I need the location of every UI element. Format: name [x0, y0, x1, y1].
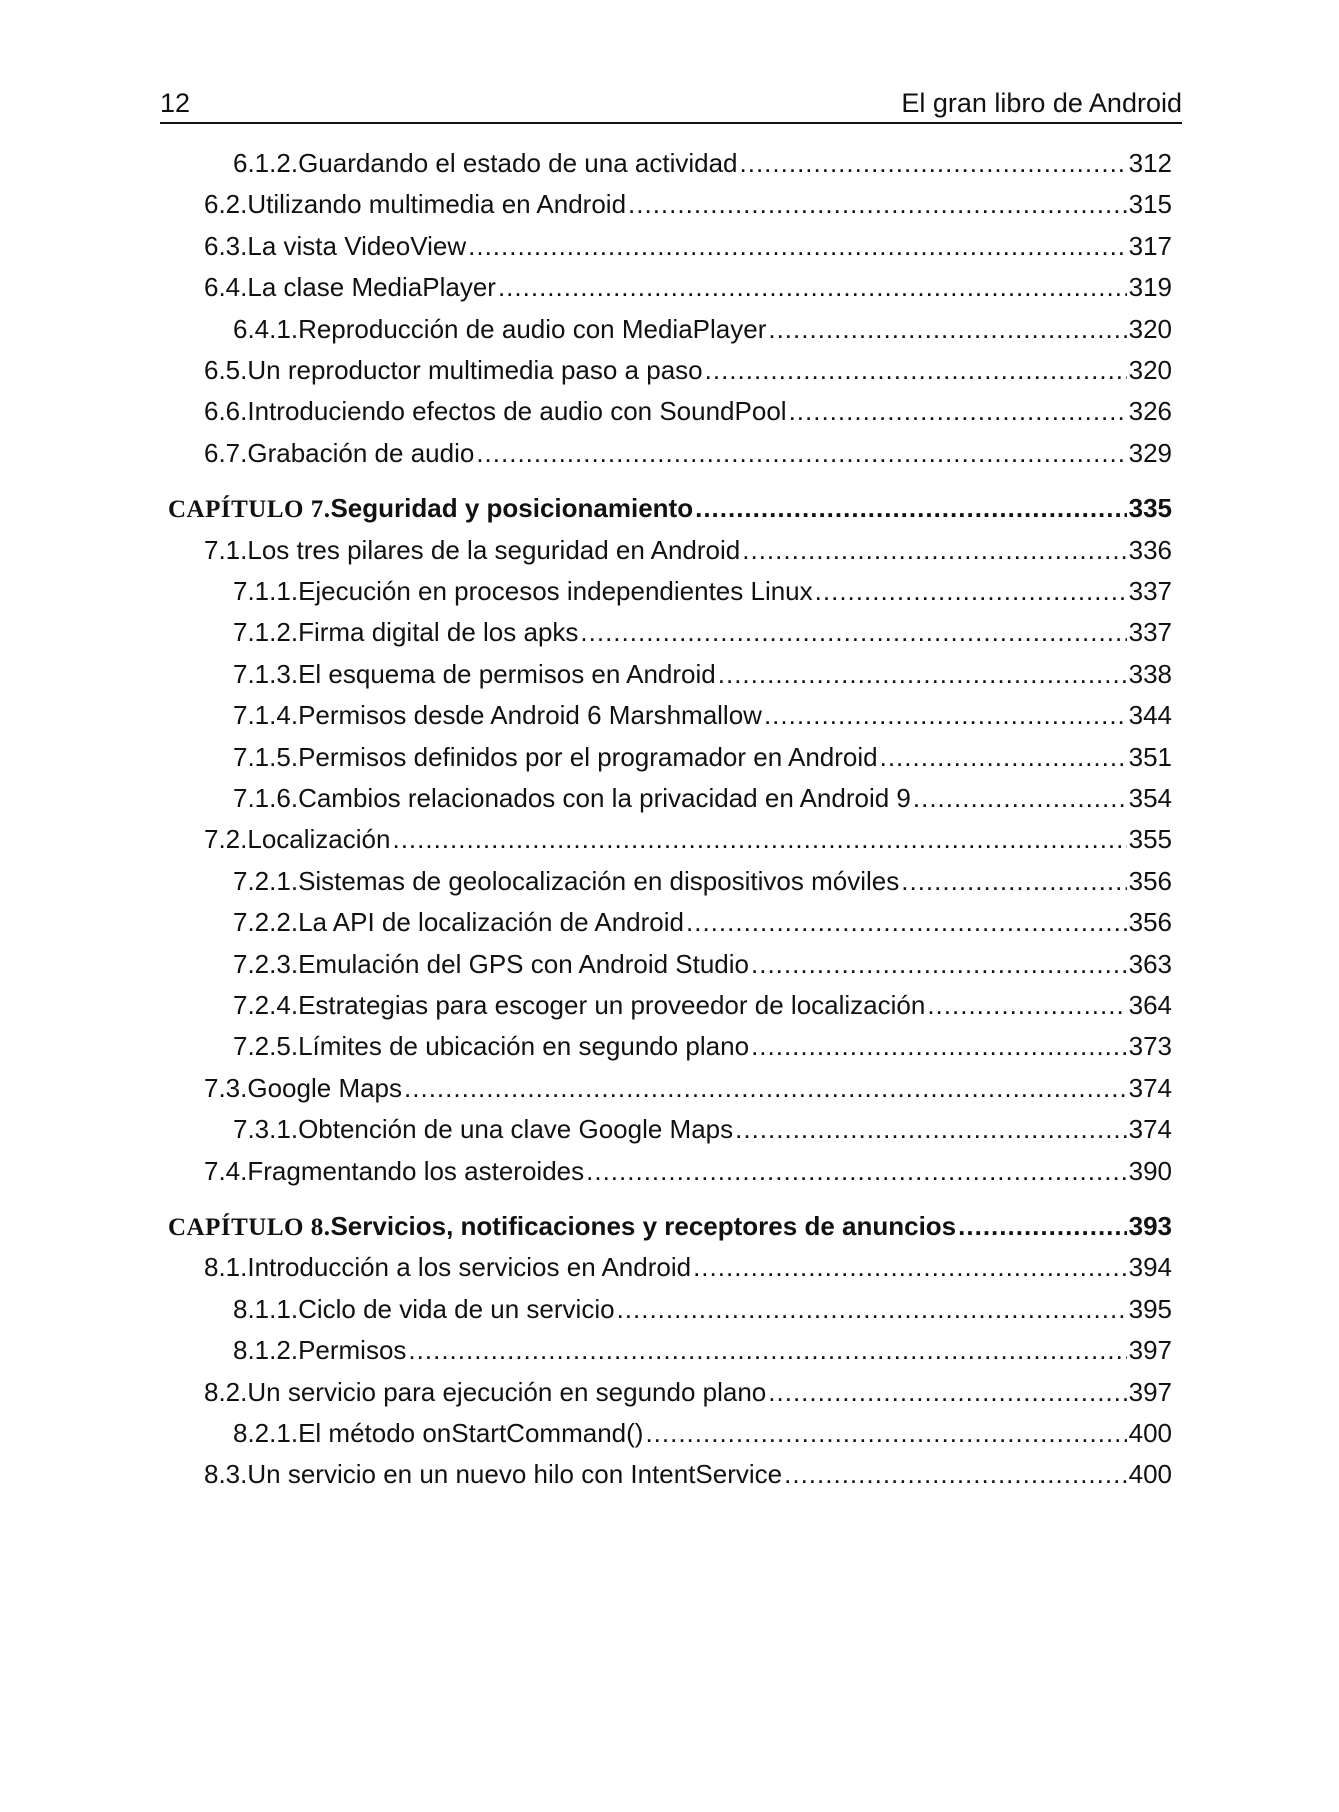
toc-entry [233, 947, 1172, 981]
entry-page: 364 [1128, 990, 1172, 1020]
entry-title: La vista VideoView [247, 230, 467, 261]
entry-title: Localización [247, 824, 391, 855]
dot-leader [705, 353, 1127, 387]
dot-leader [768, 312, 1126, 346]
entry-page: 320 [1128, 355, 1172, 385]
entry-page: 400 [1128, 1459, 1172, 1490]
dot-leader [768, 1375, 1126, 1409]
entry-title: Los tres pilares de la seguridad en Android [247, 534, 741, 565]
dot-leader [686, 905, 1127, 939]
toc-entry [233, 905, 1172, 939]
entry-page: 326 [1128, 396, 1172, 427]
page-number: 12 [160, 88, 191, 118]
toc-entry [204, 436, 1172, 470]
entry-number: 6.1.2. [233, 148, 299, 178]
dot-leader [901, 864, 1126, 898]
entry-title: El método onStartCommand() [298, 1418, 644, 1448]
entry-title: Un servicio para ejecución en segundo plano [247, 1376, 767, 1407]
dot-leader [751, 1029, 1127, 1063]
toc-entry [204, 1250, 1172, 1284]
page-header [160, 86, 1182, 120]
entry-title: Servicios, notificaciones y receptores de anuncios [330, 1211, 957, 1241]
entry-number: 7.1.5. [233, 741, 299, 772]
entry-page: 335 [1128, 493, 1172, 524]
entry-page: 373 [1128, 1031, 1172, 1062]
entry-number: 8.2. [204, 1376, 248, 1407]
toc-entry [204, 394, 1172, 428]
toc-entry [233, 1333, 1172, 1367]
entry-page: 393 [1128, 1211, 1172, 1241]
dot-leader [927, 988, 1126, 1022]
entry-number: 7.3. [204, 1072, 248, 1103]
entry-page: 374 [1128, 1072, 1172, 1103]
entry-number: 6.3. [204, 230, 248, 261]
entry-page: 397 [1128, 1376, 1172, 1407]
entry-number: 8.1. [204, 1252, 248, 1283]
dot-leader [880, 740, 1127, 774]
toc-entry [233, 864, 1172, 898]
entry-title: Fragmentando los asteroides [247, 1155, 585, 1186]
entry-number: 7.2.1. [233, 865, 299, 896]
entry-title: Un servicio en un nuevo hilo con IntentService [247, 1459, 783, 1490]
entry-number: 8.1.2. [233, 1335, 299, 1366]
toc-entry [204, 1071, 1172, 1105]
entry-title: Permisos desde Android 6 Marshmallow [298, 700, 762, 731]
entry-title: Permisos definidos por el programador en Android [298, 741, 878, 772]
dot-leader [742, 533, 1126, 567]
entry-page: 319 [1128, 272, 1172, 303]
toc-entry [233, 615, 1172, 649]
entry-page: 317 [1128, 230, 1172, 261]
header-divider [160, 122, 1182, 124]
entry-number: 7.1.1. [233, 576, 299, 606]
entry-number: 7.1.3. [233, 658, 299, 689]
entry-number: 7.2.2. [233, 907, 299, 938]
dot-leader [740, 146, 1127, 180]
toc-entry [233, 1292, 1172, 1326]
toc-entry [204, 1375, 1172, 1409]
entry-title: Google Maps [247, 1072, 403, 1103]
toc-entry [204, 187, 1172, 221]
dot-leader [580, 615, 1126, 649]
dot-leader [498, 270, 1127, 304]
entry-number: CAPÍTULO 7. [168, 496, 331, 524]
toc-entry [233, 657, 1172, 691]
entry-number: 7.1.4. [233, 700, 299, 731]
dot-leader [468, 229, 1126, 263]
entry-page: 394 [1128, 1252, 1172, 1283]
entry-title: Cambios relacionados con la privacidad en Android 9 [298, 783, 911, 813]
entry-title: Utilizando multimedia en Android [247, 189, 627, 220]
entry-title: Límites de ubicación en segundo plano [298, 1031, 750, 1062]
entry-page: 400 [1128, 1418, 1172, 1448]
entry-number: 8.2.1. [233, 1418, 299, 1448]
entry-number: 7.1.6. [233, 783, 299, 813]
dot-leader [764, 698, 1127, 732]
dot-leader [404, 1071, 1127, 1105]
entry-page: 320 [1128, 313, 1172, 344]
dot-leader [645, 1416, 1126, 1450]
entry-page: 390 [1128, 1155, 1172, 1186]
entry-title: Grabación de audio [247, 437, 475, 468]
toc-entry [233, 1416, 1172, 1450]
dot-leader [693, 1250, 1127, 1284]
entry-page: 354 [1128, 783, 1172, 813]
dot-leader [408, 1333, 1126, 1367]
toc-entry [204, 533, 1172, 567]
entry-page: 338 [1128, 658, 1172, 689]
entry-title: Sistemas de geolocalización en dispositivos móviles [298, 865, 900, 896]
entry-page: 397 [1128, 1335, 1172, 1366]
entry-page: 355 [1128, 824, 1172, 855]
toc-entry [233, 1112, 1172, 1146]
toc-entry [233, 781, 1172, 815]
entry-title: La API de localización de Android [298, 907, 684, 938]
entry-title: Guardando el estado de una actividad [298, 148, 738, 178]
entry-number: CAPÍTULO 8. [168, 1214, 331, 1241]
entry-page: 329 [1128, 437, 1172, 468]
entry-title: Ciclo de vida de un servicio [298, 1293, 615, 1324]
dot-leader [735, 1112, 1126, 1146]
entry-number: 6.5. [204, 355, 248, 385]
entry-number: 6.7. [204, 437, 248, 468]
dot-leader [958, 1209, 1126, 1243]
dot-leader [695, 491, 1127, 525]
entry-page: 374 [1128, 1114, 1172, 1145]
dot-leader [628, 187, 1127, 221]
entry-title: Estrategias para escoger un proveedor de localización [298, 990, 926, 1020]
entry-title: Introduciendo efectos de audio con SoundPool [247, 396, 787, 427]
entry-number: 7.2. [204, 824, 248, 855]
dot-leader [789, 394, 1127, 428]
entry-page: 351 [1128, 741, 1172, 772]
dot-leader [476, 436, 1126, 470]
entry-number: 7.1. [204, 534, 248, 565]
chapter-entry [168, 491, 1172, 527]
entry-title: Emulación del GPS con Android Studio [298, 948, 749, 979]
toc-entry [233, 1029, 1172, 1063]
dot-leader [718, 657, 1127, 691]
entry-number: 7.2.4. [233, 990, 299, 1020]
toc-entry [233, 740, 1172, 774]
chapter-entry [168, 1209, 1172, 1245]
entry-page: 336 [1128, 534, 1172, 565]
entry-number: 6.2. [204, 189, 248, 220]
toc-entry [233, 988, 1172, 1022]
entry-title: Firma digital de los apks [298, 617, 579, 648]
toc-entry [233, 574, 1172, 608]
entry-title: Seguridad y posicionamiento [330, 493, 694, 524]
toc-entry [204, 353, 1172, 387]
dot-leader [617, 1292, 1127, 1326]
entry-number: 7.1.2. [233, 617, 299, 648]
entry-page: 312 [1128, 148, 1172, 178]
dot-leader [586, 1154, 1126, 1188]
entry-page: 356 [1128, 907, 1172, 938]
toc-entry [233, 698, 1172, 732]
entry-page: 337 [1128, 617, 1172, 648]
toc-entry [233, 312, 1172, 346]
dot-leader [784, 1457, 1126, 1491]
entry-page: 337 [1128, 576, 1172, 606]
dot-leader [815, 574, 1127, 608]
entry-title: Ejecución en procesos independientes Linux [298, 576, 813, 606]
entry-number: 7.4. [204, 1155, 248, 1186]
dot-leader [392, 822, 1126, 856]
entry-number: 7.2.3. [233, 948, 299, 979]
entry-page: 356 [1128, 865, 1172, 896]
entry-page: 344 [1128, 700, 1172, 731]
entry-title: Un reproductor multimedia paso a paso [247, 355, 703, 385]
entry-title: El esquema de permisos en Android [298, 658, 716, 689]
toc-entry [233, 146, 1172, 180]
entry-page: 363 [1128, 948, 1172, 979]
entry-title: Introducción a los servicios en Android [247, 1252, 692, 1283]
entry-number: 8.3. [204, 1459, 248, 1490]
entry-number: 6.4. [204, 272, 248, 303]
toc-entry [204, 822, 1172, 856]
entry-title: Permisos [298, 1335, 407, 1366]
entry-number: 7.2.5. [233, 1031, 299, 1062]
toc-entry [204, 229, 1172, 263]
entry-number: 8.1.1. [233, 1293, 299, 1324]
entry-title: Obtención de una clave Google Maps [298, 1114, 734, 1145]
entry-number: 6.6. [204, 396, 248, 427]
entry-number: 7.3.1. [233, 1114, 299, 1145]
dot-leader [751, 947, 1127, 981]
toc-entry [204, 1457, 1172, 1491]
dot-leader [913, 781, 1127, 815]
toc-entry [204, 270, 1172, 304]
entry-number: 6.4.1. [233, 313, 299, 344]
entry-title: La clase MediaPlayer [247, 272, 496, 303]
toc-entry [204, 1154, 1172, 1188]
entry-page: 315 [1128, 189, 1172, 220]
running-title: El gran libro de Android [901, 88, 1182, 118]
entry-page: 395 [1128, 1293, 1172, 1324]
entry-title: Reproducción de audio con MediaPlayer [298, 313, 767, 344]
